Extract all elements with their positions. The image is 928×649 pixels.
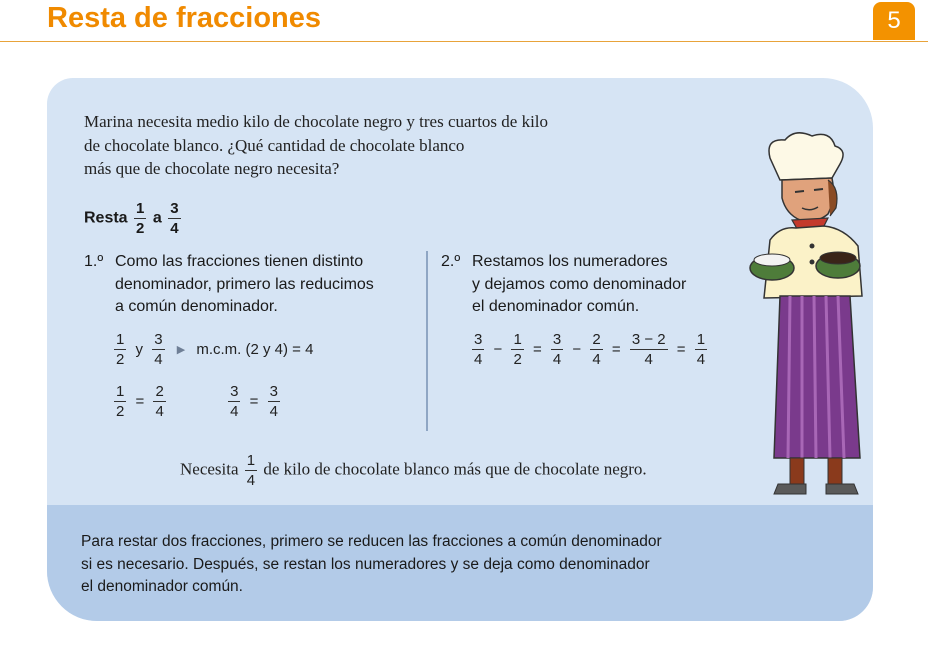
numerator: 1 xyxy=(116,383,125,400)
numerator: 1 xyxy=(696,331,706,348)
equals-sign: = xyxy=(611,341,621,358)
denominator: 2 xyxy=(116,403,125,420)
denominator: 4 xyxy=(230,403,239,420)
summary-line: si es necesario. Después, se restan los numeradores y se deja como denominador xyxy=(81,555,650,573)
button-icon xyxy=(810,260,815,265)
resta-connector: a xyxy=(152,209,162,227)
step-line: a común denominador. xyxy=(115,298,278,315)
equals-sign: = xyxy=(532,341,542,358)
step-number: 1.º xyxy=(84,253,104,270)
numerator: 2 xyxy=(155,383,164,400)
denominator: 4 xyxy=(552,351,562,368)
column-divider xyxy=(426,251,428,431)
numerator: 3 xyxy=(269,383,278,400)
summary-line: el denominador común. xyxy=(81,578,243,595)
denominator: 4 xyxy=(696,351,706,368)
resta-heading xyxy=(84,201,183,236)
fraction xyxy=(228,384,240,419)
numerator: 1 xyxy=(116,331,125,348)
step-line: el denominador común. xyxy=(472,298,640,315)
minus-sign: − xyxy=(572,341,582,358)
denominator: 2 xyxy=(116,351,125,368)
denominator: 4 xyxy=(592,351,601,368)
denominator: 4 xyxy=(269,403,278,420)
fraction xyxy=(245,453,257,488)
denominator: 4 xyxy=(474,351,483,368)
denominator: 2 xyxy=(513,351,522,368)
white-chocolate xyxy=(754,254,790,266)
denominator: 4 xyxy=(644,351,653,368)
denominator: 4 xyxy=(170,220,179,237)
problem-line: de chocolate blanco. ¿Qué cantidad de chocolate blanco xyxy=(84,135,465,155)
denominator: 2 xyxy=(136,220,145,237)
minus-sign: − xyxy=(493,341,503,358)
arrow-right-icon: ▶ xyxy=(176,344,186,356)
fraction xyxy=(472,332,484,367)
equals-sign: = xyxy=(676,341,686,358)
page-title: Resta de fracciones xyxy=(47,2,322,34)
chef-leg xyxy=(790,458,804,486)
mcm-row xyxy=(112,332,316,367)
numerator: 3 xyxy=(552,331,562,348)
numerator: 1 xyxy=(246,452,256,469)
fraction xyxy=(695,332,707,367)
step-body xyxy=(84,251,424,319)
button-icon xyxy=(810,244,815,249)
summary-box xyxy=(47,505,873,621)
numerator: 3 − 2 xyxy=(631,331,666,348)
chef-leg xyxy=(828,458,842,486)
fraction xyxy=(153,384,165,419)
equals-sign: = xyxy=(135,393,145,410)
fraction xyxy=(114,332,126,367)
problem-line: más que de chocolate negro necesita? xyxy=(84,159,340,178)
step-line: Restamos los numeradores xyxy=(472,253,668,270)
numerator: 3 xyxy=(170,200,179,217)
page-header xyxy=(0,0,928,42)
step-number: 2.º xyxy=(441,253,461,270)
numerator: 2 xyxy=(592,331,601,348)
denominator: 4 xyxy=(154,351,163,368)
step-2 xyxy=(441,251,741,319)
fraction xyxy=(590,332,602,367)
equivalence-row xyxy=(112,384,282,419)
fraction xyxy=(630,332,668,367)
conjunction: y xyxy=(135,341,144,358)
step-line: Como las fracciones tienen distinto xyxy=(115,253,364,270)
fraction xyxy=(168,201,180,236)
chef-illustration xyxy=(740,128,890,508)
chef-hat xyxy=(769,133,843,180)
resta-label: Resta xyxy=(84,209,128,227)
step-body xyxy=(441,251,741,319)
numerator: 1 xyxy=(136,200,145,217)
denominator: 4 xyxy=(155,403,164,420)
fraction xyxy=(134,201,146,236)
problem-line: Marina necesita medio kilo de chocolate negro y tres cuartos de kilo xyxy=(84,112,549,131)
chef-shoe xyxy=(826,484,858,494)
conclusion-before: Necesita xyxy=(180,459,239,479)
equals-sign: = xyxy=(249,393,259,410)
numerator: 3 xyxy=(230,383,239,400)
page-number-badge: 5 xyxy=(873,2,915,40)
chef-shoe xyxy=(774,484,806,494)
subtraction-expression xyxy=(470,332,709,367)
fraction xyxy=(551,332,563,367)
mcm-text: m.c.m. (2 y 4) = 4 xyxy=(196,341,314,358)
summary-line: Para restar dos fracciones, primero se reducen las fracciones a común denominador xyxy=(81,533,662,550)
numerator: 3 xyxy=(474,331,483,348)
fraction xyxy=(268,384,280,419)
fraction xyxy=(152,332,164,367)
step-line: y dejamos como denominador xyxy=(472,275,687,293)
conclusion-after: de kilo de chocolate blanco más que de chocolate negro. xyxy=(263,459,647,479)
denominator: 4 xyxy=(246,472,256,489)
problem-statement xyxy=(84,110,664,181)
dark-chocolate xyxy=(820,252,856,264)
fraction xyxy=(114,384,126,419)
chef-face xyxy=(782,178,833,221)
summary-text xyxy=(81,531,801,599)
fraction xyxy=(511,332,523,367)
numerator: 3 xyxy=(154,331,163,348)
conclusion xyxy=(180,453,647,488)
step-line: denominador, primero las reducimos xyxy=(115,275,374,293)
step-1 xyxy=(84,251,424,319)
numerator: 1 xyxy=(513,331,522,348)
